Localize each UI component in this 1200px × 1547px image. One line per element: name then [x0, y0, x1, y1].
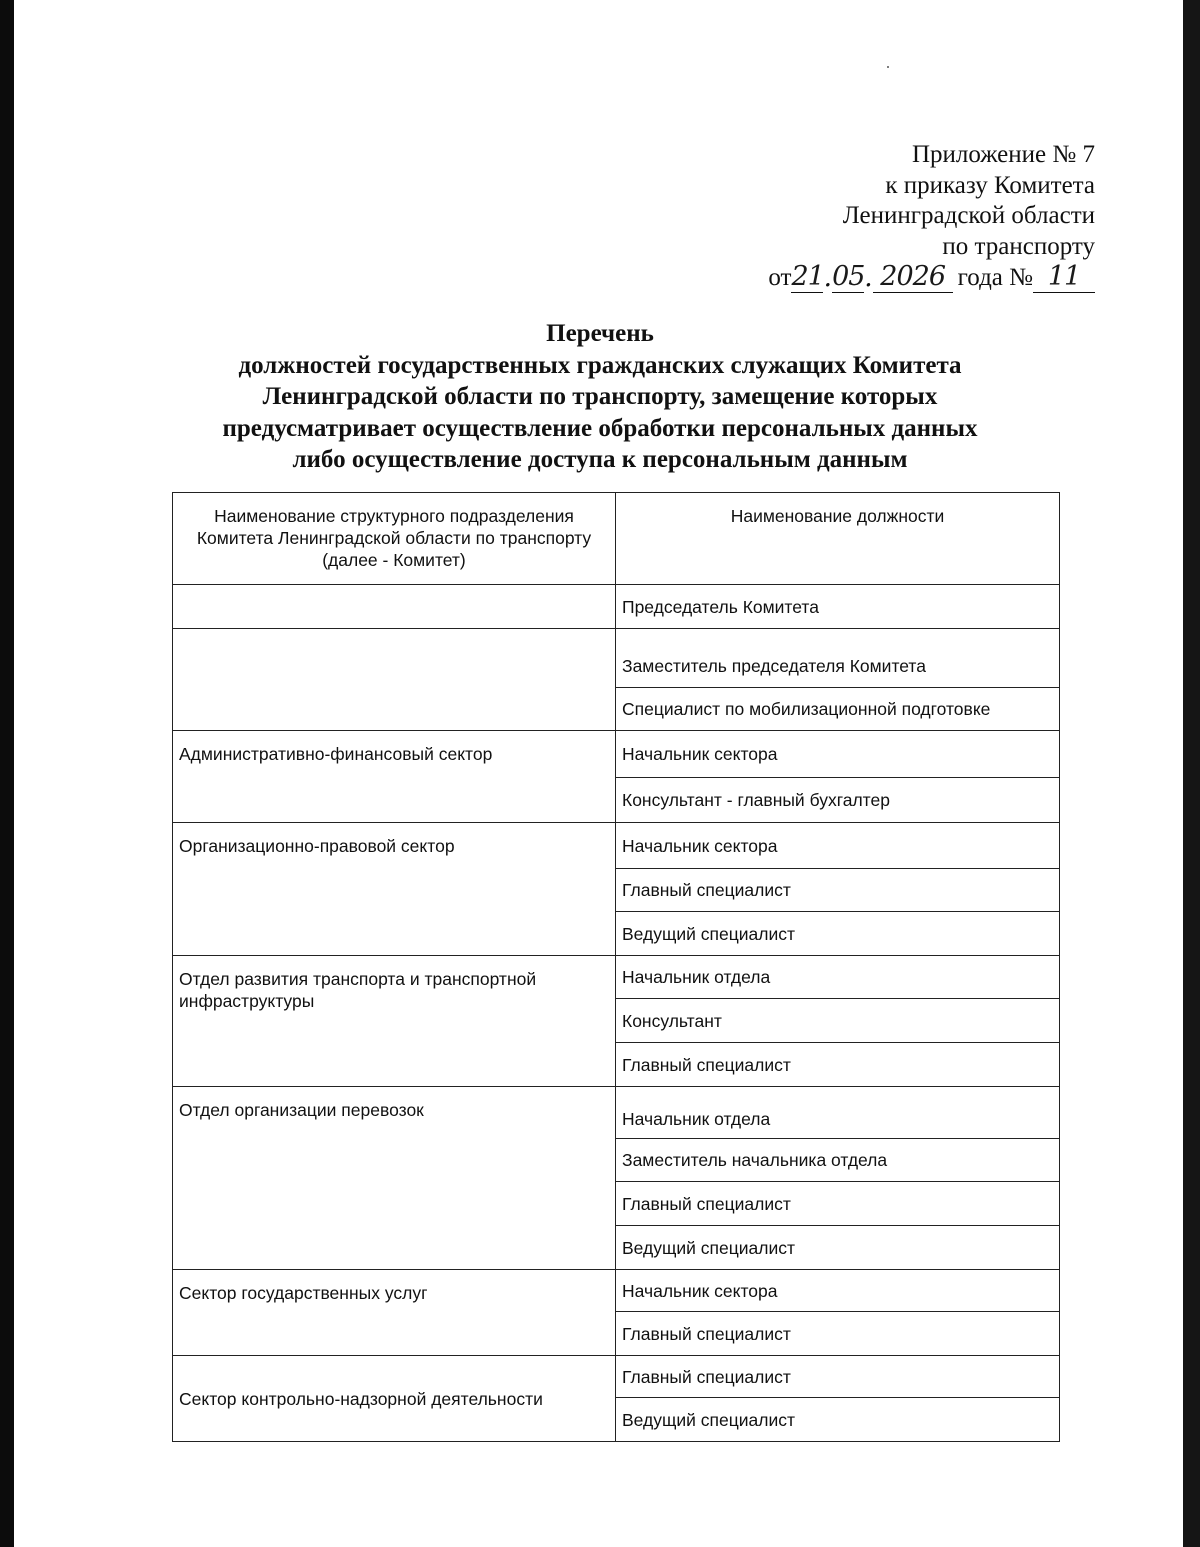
table-row	[173, 823, 1060, 869]
handwritten-order-number: 11	[1033, 262, 1095, 293]
document-title	[170, 318, 1030, 476]
table-row	[173, 585, 1060, 629]
header-department: Наименование структурного подразделения Комитета Ленинградской области по транспорту (далее - Комитет)	[173, 493, 616, 585]
title-heading: Перечень	[546, 320, 654, 347]
position-cell: Главный специалист	[616, 869, 1060, 912]
position-cell: Заместитель начальника отдела	[616, 1139, 1060, 1182]
table-row	[173, 1270, 1060, 1312]
handwritten-day: 21	[791, 261, 824, 292]
appendix-line: Приложение № 7	[911, 141, 1095, 168]
position-cell: Главный специалист	[616, 1043, 1060, 1087]
header-position: Наименование должности	[616, 493, 1060, 585]
order-number-label: года №	[957, 263, 1033, 291]
table-row	[173, 629, 1060, 688]
position-cell: Главный специалист	[616, 1182, 1060, 1226]
department-cell: Отдел организации перевозок	[173, 1087, 616, 1270]
department-cell: Сектор государственных услуг	[173, 1270, 616, 1356]
date-separator: .	[823, 262, 833, 293]
position-cell: Начальник сектора	[616, 823, 1060, 869]
title-line: либо осуществление доступа к персональным данным	[292, 446, 908, 473]
department-cell: Административно-финансовый сектор	[173, 731, 616, 823]
position-cell: Председатель Комитета	[616, 585, 1060, 629]
department-cell	[173, 629, 616, 731]
table-row	[173, 731, 1060, 778]
positions-table	[172, 492, 1060, 1442]
scan-edge-left	[0, 0, 14, 1547]
position-cell: Консультант - главный бухгалтер	[616, 778, 1060, 823]
position-cell: Начальник отдела	[616, 1087, 1060, 1139]
handwritten-year: 2026	[873, 262, 953, 293]
scan-speck	[887, 66, 889, 68]
department-cell: Сектор контрольно-надзорной деятельности	[173, 1356, 616, 1442]
position-cell: Заместитель председателя Комитета	[616, 629, 1060, 688]
position-cell: Консультант	[616, 999, 1060, 1043]
positions-table-wrapper	[172, 492, 1060, 1442]
department-cell: Отдел развития транспорта и транспортной инфраструктуры	[173, 956, 616, 1087]
title-line: должностей государственных гражданских служащих Комитета	[238, 351, 962, 379]
handwritten-month: 05	[832, 261, 865, 292]
position-cell: Ведущий специалист	[616, 1226, 1060, 1270]
table-row	[173, 1356, 1060, 1398]
position-cell: Начальник сектора	[616, 731, 1060, 778]
position-cell: Начальник сектора	[616, 1270, 1060, 1312]
table-header-row	[173, 493, 1060, 585]
table-row	[173, 1087, 1060, 1139]
order-date-line	[768, 262, 1095, 293]
position-cell: Ведущий специалист	[616, 912, 1060, 956]
title-line: предусматривает осуществление обработки персональных данных	[222, 414, 978, 442]
date-separator: .	[864, 262, 873, 293]
position-cell: Главный специалист	[616, 1356, 1060, 1398]
department-cell	[173, 585, 616, 629]
date-prefix: от	[768, 263, 792, 291]
scan-edge-right	[1183, 0, 1200, 1547]
title-line: Ленинградской области по транспорту, замещение которых	[262, 383, 938, 410]
position-cell: Ведущий специалист	[616, 1398, 1060, 1442]
table-row	[173, 956, 1060, 999]
appendix-line: по транспорту	[942, 232, 1095, 260]
position-cell: Главный специалист	[616, 1312, 1060, 1356]
appendix-header	[768, 140, 1095, 293]
appendix-line: к приказу Комитета	[885, 171, 1095, 199]
department-cell: Организационно-правовой сектор	[173, 823, 616, 956]
position-cell: Специалист по мобилизационной подготовке	[616, 688, 1060, 731]
appendix-line: Ленинградской области	[842, 202, 1095, 229]
position-cell: Начальник отдела	[616, 956, 1060, 999]
